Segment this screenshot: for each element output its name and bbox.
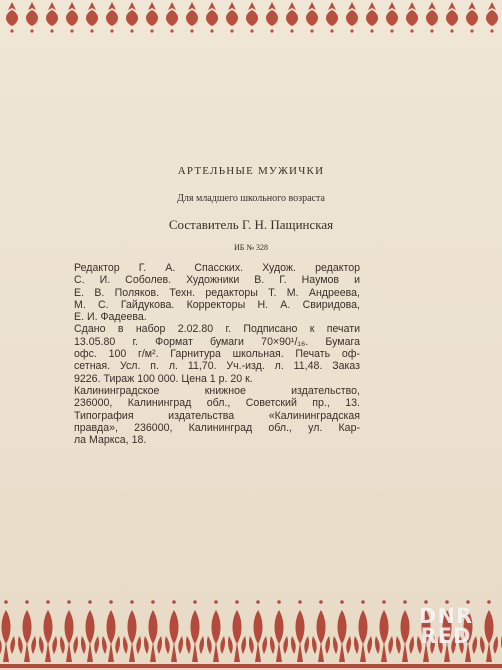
watermark-line: RED (420, 624, 472, 648)
ornament-flower (123, 610, 141, 662)
ornament-dot (340, 600, 344, 604)
imprint-line: Редактор Г. А. Спасских. Худож. редактор (74, 262, 360, 274)
imprint-line: М. С. Гайдукова. Корректоры Н. А. Свиридова, (74, 298, 360, 311)
ornament-motif (166, 2, 178, 26)
book-title: АРТЕЛЬНЫЕ МУЖИЧКИ (177, 165, 325, 177)
ornament-dot (130, 29, 133, 32)
ornament-dot (4, 600, 8, 604)
ornament-motif (226, 2, 238, 26)
ornament-motif (46, 2, 58, 26)
ornament-flower (60, 610, 78, 662)
imprint-block (74, 262, 360, 446)
ornament-dot (319, 600, 323, 604)
ornament-dot (109, 600, 113, 604)
ornament-dot (214, 600, 218, 604)
top-ornament-border (0, 0, 502, 40)
ornament-motif (326, 2, 338, 26)
ornament-dot (403, 600, 407, 604)
ornament-motif (206, 2, 218, 26)
ornament-dot (46, 600, 50, 604)
ornament-motif (26, 2, 38, 26)
credits-paragraph (74, 262, 360, 323)
ornament-dot (370, 29, 373, 32)
ornament-dot (487, 600, 491, 604)
ornament-dot (490, 29, 493, 32)
imprint-line: ла Маркса, 18. (74, 434, 147, 447)
ornament-band (0, 664, 502, 668)
ornament-flower (144, 610, 162, 662)
ornament-dot (256, 600, 260, 604)
imprint-line: 13.05.80 г. Формат бумаги 70×90¹/₁₆. Бумага (74, 335, 360, 348)
ornament-flower (249, 610, 267, 662)
ornament-motif (306, 2, 318, 26)
ornament-dot (88, 600, 92, 604)
imprint-line: 9226. Тираж 100 000. Цена 1 р. 20 к. (74, 372, 253, 385)
ornament-dot (67, 600, 71, 604)
ornament-flower (333, 610, 351, 662)
imprint-line: 236000, Калининград обл., Советский пр., 13. (74, 397, 360, 410)
ornament-flower (18, 610, 36, 662)
ornament-motif (466, 2, 478, 26)
ornament-flower (270, 610, 288, 662)
ornament-dot (270, 29, 273, 32)
ornament-motif (266, 2, 278, 26)
imprint-line: Е. В. Поляков. Техн. редакторы Т. М. Андреева, (74, 286, 360, 299)
ornament-dot (298, 600, 302, 604)
ornament-flower (0, 610, 15, 662)
ornament-flower (354, 610, 372, 662)
ornament-dot (290, 29, 293, 32)
compiler-credit: Составитель Г. Н. Пащинская (168, 217, 334, 232)
ornament-motif (86, 2, 98, 26)
ornament-dot (250, 29, 253, 32)
ornament-dot (235, 600, 239, 604)
ornament-dot (70, 29, 73, 32)
ornament-flower (291, 610, 309, 662)
ornament-dot (410, 29, 413, 32)
imprint-line: Е. И. Фадеева. (74, 311, 147, 324)
ornament-dot (350, 29, 353, 32)
ornament-dot (382, 600, 386, 604)
ornament-dot (130, 600, 134, 604)
ornament-motif (386, 2, 398, 26)
imprint-line: С. И. Соболев. Художники В. Г. Наумов и (74, 274, 360, 287)
imprint-line: сетная. Усл. п. л. 11,70. Уч.-изд. л. 11,48. Заказ (74, 360, 360, 373)
imprint-line: Сдано в набор 2.02.80 г. Подписано к печати (74, 323, 360, 336)
ornament-flower (375, 610, 393, 662)
ornament-dot (25, 600, 29, 604)
ornament-dot (450, 29, 453, 32)
ornament-dot (230, 29, 233, 32)
ornament-flower (102, 610, 120, 662)
ornament-dot (330, 29, 333, 32)
ornament-flower (81, 610, 99, 662)
ornament-dot (430, 29, 433, 32)
imprint-line: офс. 100 г/м². Гарнитура школьная. Печать оф- (74, 348, 360, 361)
ornament-motif (486, 2, 498, 26)
ornament-motif (246, 2, 258, 26)
ornament-dot (470, 29, 473, 32)
ornament-motif (106, 2, 118, 26)
ornament-dot (110, 29, 113, 32)
ornament-dot (170, 29, 173, 32)
ornament-flower (186, 610, 204, 662)
ornament-dot (151, 600, 155, 604)
publisher-paragraph (74, 385, 360, 446)
ornament-dot (390, 29, 393, 32)
watermark-logo (398, 606, 494, 646)
ornament-motif (186, 2, 198, 26)
ornament-flower (228, 610, 246, 662)
ornament-dot (172, 600, 176, 604)
ornament-dot (30, 29, 33, 32)
ornament-dot (210, 29, 213, 32)
ornament-motif (406, 2, 418, 26)
ornament-flower (207, 610, 225, 662)
imprint-line: Типография издательства «Калининградская (74, 409, 360, 422)
imprint-line: Калининградское книжное издательство, (74, 384, 360, 397)
ornament-motif (426, 2, 438, 26)
ornament-motif (6, 2, 18, 26)
ornament-motif (66, 2, 78, 26)
ornament-dot (150, 29, 153, 32)
ornament-dot (50, 29, 53, 32)
ornament-flower (39, 610, 57, 662)
ornament-motif (446, 2, 458, 26)
imprint-line: правда», 236000, Калининград обл., ул. Кар- (74, 421, 360, 434)
ib-number: ИБ № 328 (233, 243, 268, 252)
ornament-motif (346, 2, 358, 26)
ornament-motif (146, 2, 158, 26)
ornament-dot (277, 600, 281, 604)
ornament-dot (193, 600, 197, 604)
watermark-line: DNR (418, 604, 474, 628)
ornament-flower (312, 610, 330, 662)
production-paragraph (74, 323, 360, 384)
ornament-dot (90, 29, 93, 32)
ornament-dot (310, 29, 313, 32)
ornament-dot (190, 29, 193, 32)
ornament-dot (361, 600, 365, 604)
ornament-motif (286, 2, 298, 26)
ornament-motif (126, 2, 138, 26)
age-group-subtitle: Для младшего школьного возраста (177, 193, 325, 204)
ornament-motif (366, 2, 378, 26)
ornament-dot (10, 29, 13, 32)
ornament-flower (165, 610, 183, 662)
